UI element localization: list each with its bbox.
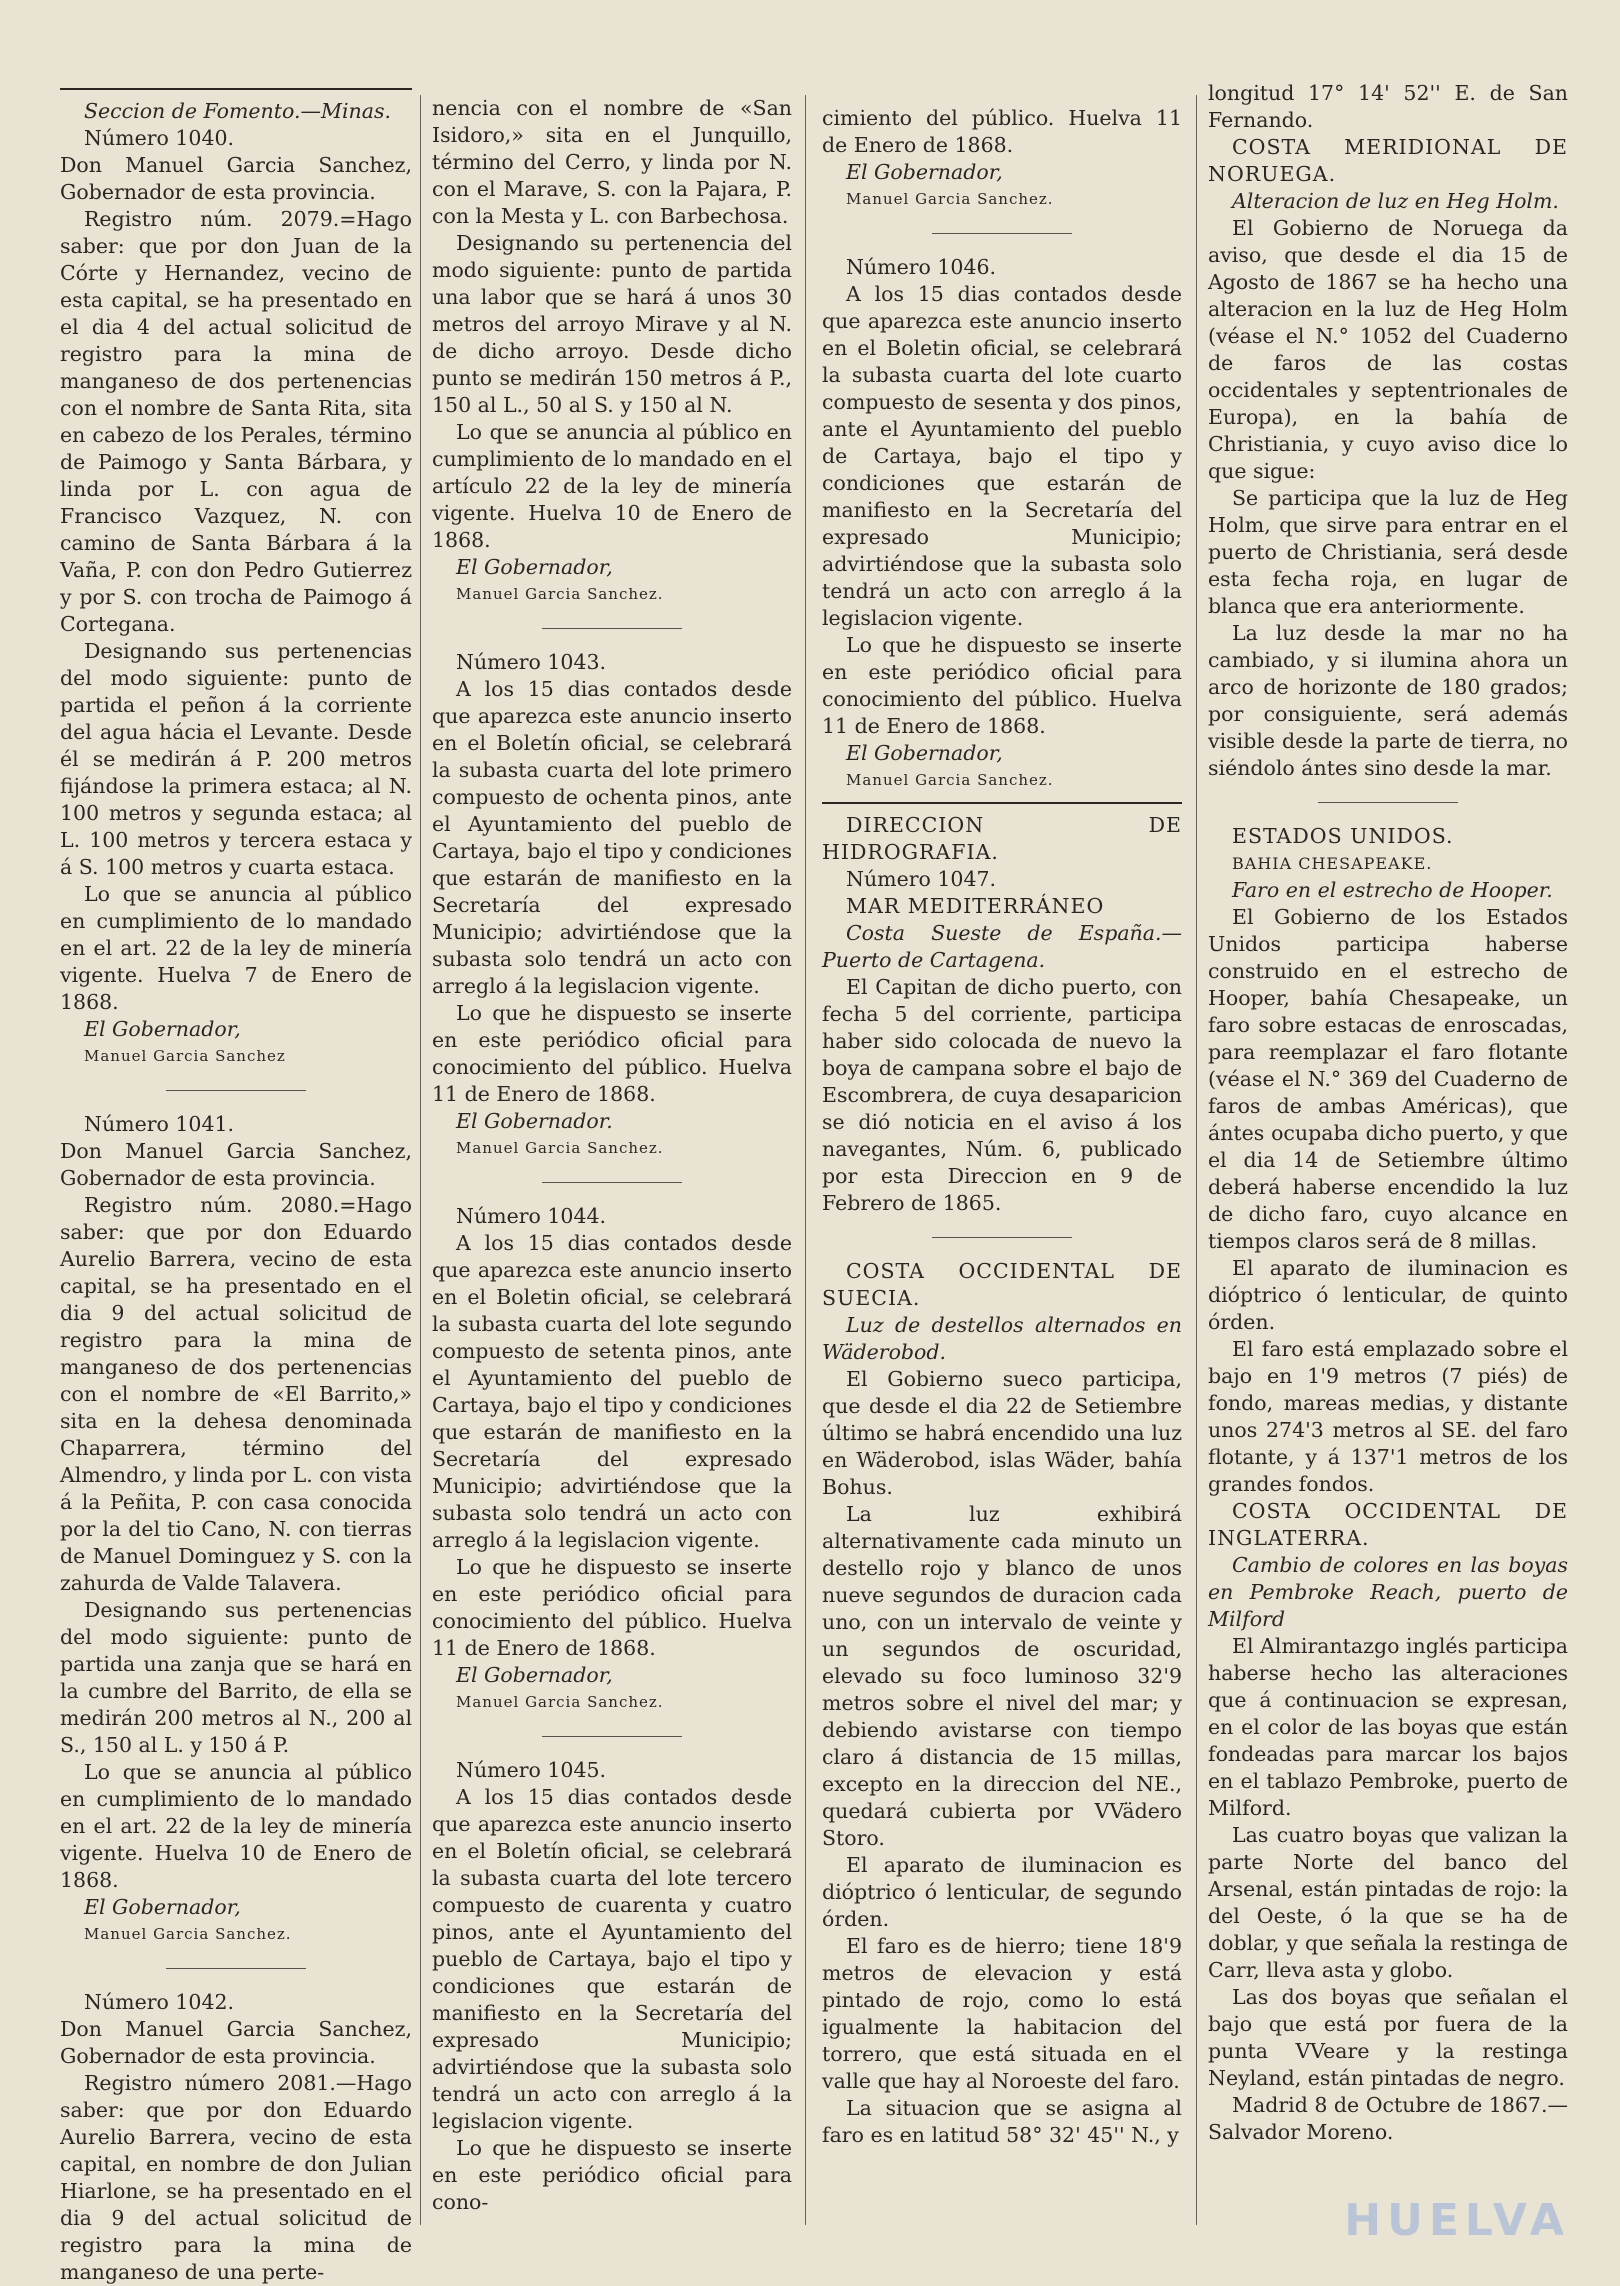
column-4 <box>1208 80 1568 2230</box>
paragraph: El aparato de iluminacion es dióptrico ó lenticular, de quinto órden. <box>1208 1256 1568 1334</box>
paragraph: Registro número 2081.—Hago saber: que por don Eduardo Aurelio Barrera, vecino de esta capital, en nombre de don Julian Hiarlone, se ha presentado en el dia 9 del actual solicitud de registro para la mina de manganeso de una perte- <box>60 2071 412 2284</box>
section-heading: COSTA OCCIDENTAL DE SUECIA. <box>822 1259 1182 1310</box>
paragraph: A los 15 dias contados desde que aparezca este anuncio inserto en el Boletin oficial, se celebrará la subasta cuarta del lote cuarto compuesto de sesenta y dos pinos, ante el Ayuntamiento del pueblo de Cartaya, bajo el tipo y condiciones que estarán de manifiesto en la Secretaría del expresado Municipio; advirtiéndose que la subasta solo tendrá un acto con arreglo á la legislacion vigente. <box>822 282 1182 630</box>
paragraph: La situacion que se asigna al faro es en latitud 58° 32' 45'' N., y <box>822 2096 1182 2147</box>
signature-name: Manuel Garcia Sanchez <box>84 1047 286 1065</box>
section-heading: ESTADOS UNIDOS. <box>1232 824 1454 848</box>
divider <box>1318 802 1458 803</box>
column-divider <box>805 95 806 2225</box>
column-divider <box>1196 95 1197 2225</box>
paragraph: El faro es de hierro; tiene 18'9 metros de elevacion y está pintado de rojo, como lo está igualmente la habitacion del torrero, que está situada en el valle que hay al Noroeste del faro. <box>822 1934 1182 2093</box>
signature-name: Manuel Garcia Sanchez. <box>456 1693 664 1711</box>
column-3 <box>822 105 1182 2245</box>
paragraph: A los 15 dias contados desde que aparezca este anuncio inserto en el Boletín oficial, se celebrará la subasta cuarta del lote primero compuesto de ochenta pinos, ante el Ayuntamiento del pueblo de Cartaya, bajo el tipo y condiciones que estarán de manifiesto en la Secretaría del expresado Municipio; advirtiéndose que la subasta solo tendrá un acto con arreglo á la legislacion vigente. <box>432 677 792 998</box>
paragraph: El Capitan de dicho puerto, con fecha 5 del corriente, participa haber sido colocada de nuevo la boya de campana sobre el bajo de Escombrera, de cuya desaparicion se dió noticia en el aviso á los navegantes, Núm. 6, publicado por esta Direccion en 9 de Febrero de 1865. <box>822 975 1182 1215</box>
paragraph: Lo que he dispuesto se inserte en este periódico oficial para conocimiento del público. Huelva 11 de Enero de 1868. <box>432 1001 792 1106</box>
column-1 <box>60 80 412 2284</box>
paragraph: El Almirantazgo inglés participa haberse hecho las alteraciones que á continuacion se expresan, en el color de las boyas que están fondeadas para marcar los bajos en el tablazo Pembroke, puerto de Milford. <box>1208 1634 1568 1820</box>
divider <box>932 233 1072 234</box>
paragraph: Madrid 8 de Octubre de 1867.—Salvador Moreno. <box>1208 2093 1568 2144</box>
notice-number: Número 1041. <box>84 1112 235 1136</box>
paragraph: Designando sus pertenencias del modo siguiente: punto de partida una zanja que se hará en la cumbre del Barrito, de ella se medirán 200 metros al N., 200 al S., 150 al L. y 150 á P. <box>60 1598 412 1757</box>
paragraph: La luz exhibirá alternativamente cada minuto un destello rojo y blanco de unos nueve segundos de duracion cada uno, con un intervalo de veinte y un segundos de oscuridad, elevado su foco luminoso 32'9 metros sobre el nivel del mar; y debiendo avistarse con tiempo claro á distancia de 15 millas, excepto en la direccion del NE., quedará cubierta por VVädero Storo. <box>822 1502 1182 1850</box>
paragraph: Lo que he dispuesto se inserte en este periódico oficial para conocimiento del público. Huelva 11 de Enero de 1868. <box>432 1555 792 1660</box>
paragraph: El aparato de iluminacion es dióptrico ó lenticular, de segundo órden. <box>822 1853 1182 1931</box>
section-heading: COSTA OCCIDENTAL DE INGLATERRA. <box>1208 1499 1568 1550</box>
paragraph: Don Manuel Garcia Sanchez, Gobernador de esta provincia. <box>60 2017 412 2068</box>
signature-name: Manuel Garcia Sanchez. <box>456 585 664 603</box>
paragraph: El Gobierno de Noruega da aviso, que desde el dia 15 de Agosto de 1867 se ha hecho una alteracion en la luz de Heg Holm (véase el N.° 1052 del Cuaderno de faros de las costas occidentales y septentrionales de Europa), en la bahía de Christiania, y cuyo aviso dice lo que sigue: <box>1208 216 1568 483</box>
paragraph: Registro núm. 2079.=Hago saber: que por don Juan de la Córte y Hernandez, vecino de esta capital, se ha presentado en el dia 4 del actual solicitud de registro para la mina de manganeso de dos pertenencias con el nombre de Santa Rita, sita en cabezo de los Perales, término de Paimogo y Santa Bárbara, y linda por L. con agua de Francisco Vazquez, N. con camino de Santa Bárbara á la Vaña, P. con don Pedro Gutierrez y por S. con trocha de Paimogo á Cortegana. <box>60 207 412 636</box>
paragraph: Lo que se anuncia al público en cumplimiento de lo mandado en el artículo 22 de la ley de minería vigente. Huelva 10 de Enero de 1868. <box>432 420 792 552</box>
paragraph: longitud 17° 14' 52'' E. de San Fernando. <box>1208 81 1568 132</box>
divider <box>542 628 682 629</box>
subheading: Costa Sueste de España.—Puerto de Cartagena. <box>822 921 1182 972</box>
divider <box>166 1968 306 1969</box>
paragraph: Designando sus pertenencias del modo siguiente: punto de partida el peñon á la corriente del agua hácia el Levante. Desde él se medirán á P. 200 metros fijándose la primera estaca; al N. 100 metros y segunda estaca; al L. 100 metros y tercera estaca y á S. 100 metros y cuarta estaca. <box>60 639 412 879</box>
paragraph: Lo que se anuncia al público en cumplimiento de lo mandado en el art. 22 de la ley de minería vigente. Huelva 7 de Enero de 1868. <box>60 882 412 1014</box>
subheading: BAHIA CHESAPEAKE. <box>1232 854 1433 873</box>
notice-number: Número 1044. <box>456 1204 607 1228</box>
section-heading: Seccion de Fomento.—Minas. <box>84 99 391 123</box>
paragraph: La luz desde la mar no ha cambiado, y si ilumina ahora un arco de horizonte de 180 grados; por consiguiente, será además visible desde la parte de tierra, no siéndolo ántes sino desde la mar. <box>1208 621 1568 780</box>
notice-number: Número 1042. <box>84 1990 235 2014</box>
signature-name: Manuel Garcia Sanchez. <box>84 1925 292 1943</box>
divider <box>932 1237 1072 1238</box>
notice-number: Número 1046. <box>846 255 997 279</box>
signature-title: El Gobernador, <box>456 1663 613 1687</box>
paragraph: El Gobierno sueco participa, que desde el dia 22 de Setiembre último se habrá encendido una luz en Wäderobod, islas Wäder, bahía Bohus. <box>822 1367 1182 1499</box>
section-heading: DIRECCION DE HIDROGRAFIA. <box>822 813 1182 864</box>
notice-number: Número 1047. <box>846 867 997 891</box>
paragraph: cimiento del público. Huelva 11 de Enero de 1868. <box>822 106 1182 157</box>
paragraph: El faro está emplazado sobre el bajo en 1'9 metros (7 piés) de fondo, mareas medias, y distante unos 274'3 metros al SE. del faro flotante, y á 137'1 metros de los grandes fondos. <box>1208 1337 1568 1496</box>
subheading: Alteracion de luz en Heg Holm. <box>1232 189 1559 213</box>
notice-number: Número 1043. <box>456 650 607 674</box>
paragraph: Lo que he dispuesto se inserte en este periódico oficial para cono- <box>432 2136 792 2214</box>
divider <box>542 1736 682 1737</box>
divider <box>166 1090 306 1091</box>
paragraph: A los 15 dias contados desde que aparezca este anuncio inserto en el Boletín oficial, se celebrará la subasta cuarta del lote tercero compuesto de cuarenta y cuatro pinos, ante el Ayuntamiento del pueblo de Cartaya, bajo el tipo y condiciones que estarán de manifiesto en la Secretaría del expresado Municipio; advirtiéndose que la subasta solo tendrá un acto con arreglo á la legislacion vigente. <box>432 1785 792 2133</box>
paragraph: A los 15 dias contados desde que aparezca este anuncio inserto en el Boletin oficial, se celebrará la subasta cuarta del lote segundo compuesto de setenta pinos, ante el Ayuntamiento del pueblo de Cartaya, bajo el tipo y condiciones que estarán de manifiesto en la Secretaría del expresado Municipio; advirtiéndose que la subasta solo tendrá un acto con arreglo á la legislacion vigente. <box>432 1231 792 1552</box>
subheading: Luz de destellos alternados en Wäderobod. <box>822 1313 1182 1364</box>
signature-title: El Gobernador, <box>846 160 1003 184</box>
paragraph: Don Manuel Garcia Sanchez, Gobernador de esta provincia. <box>60 1139 412 1190</box>
section-heading: MAR MEDITERRÁNEO <box>846 894 1105 918</box>
section-heading: COSTA MERIDIONAL DE NORUEGA. <box>1208 135 1568 186</box>
paragraph: Registro núm. 2080.=Hago saber: que por don Eduardo Aurelio Barrera, vecino de esta capital, se ha presentado en el dia 9 del actual solicitud de registro para la mina de manganeso de dos pertenencias con el nombre de «El Barrito,» sita en la dehesa denominada Chaparrera, término del Almendro, y linda por L. con vista á la Peñita, P. con casa conocida por la del tio Cano, N. con tierras de Manuel Dominguez y S. con la zahurda de Valde Talavera. <box>60 1193 412 1595</box>
paragraph: Se participa que la luz de Heg Holm, que sirve para entrar en el puerto de Christiania, será desde esta fecha roja, en lugar de blanca que era anteriormente. <box>1208 486 1568 618</box>
signature-title: El Gobernador, <box>84 1017 241 1041</box>
paragraph: Las dos boyas que señalan el bajo que está por fuera de la punta VVeare y la restinga Neyland, están pintadas de negro. <box>1208 1985 1568 2090</box>
paragraph: nencia con el nombre de «San Isidoro,» sita en el Junquillo, término del Cerro, y linda por N. con el Marave, S. con la Pajara, P. con la Mesta y L. con Barbechosa. <box>432 96 792 228</box>
paragraph: Lo que se anuncia al público en cumplimiento de lo mandado en el art. 22 de la ley de minería vigente. Huelva 10 de Enero de 1868. <box>60 1760 412 1892</box>
divider <box>542 1182 682 1183</box>
column-divider <box>420 95 421 2225</box>
paragraph: Designando su pertenencia del modo siguiente: punto de partida una labor que se hará á unos 30 metros del arroyo Mirave y al N. de dicho arroyo. Desde dicho punto se medirán 150 metros á P., 150 al L., 50 al S. y 150 al N. <box>432 231 792 417</box>
subheading: Faro en el estrecho de Hooper. <box>1232 878 1553 902</box>
signature-title: El Gobernador, <box>456 555 613 579</box>
paragraph: Lo que he dispuesto se inserte en este periódico oficial para conocimiento del público. Huelva 11 de Enero de 1868. <box>822 633 1182 738</box>
signature-title: El Gobernador, <box>84 1895 241 1919</box>
signature-title: El Gobernador, <box>846 741 1003 765</box>
signature-name: Manuel Garcia Sanchez. <box>846 771 1054 789</box>
signature-name: Manuel Garcia Sanchez. <box>456 1139 664 1157</box>
signature-name: Manuel Garcia Sanchez. <box>846 190 1054 208</box>
divider <box>822 802 1182 804</box>
paragraph: El Gobierno de los Estados Unidos participa haberse construido en el estrecho de Hooper, bahía Chesapeake, un faro sobre estacas de enroscadas, para reemplazar el faro flotante (véase el N.° 369 del Cuaderno de faros de ambas Américas), que ántes ocupaba dicho puerto, y que el dia 14 de Setiembre último deberá haberse encendido la luz de dicho faro, cuyo alcance en tiempos claros será de 8 millas. <box>1208 905 1568 1253</box>
top-rule <box>60 88 412 90</box>
paragraph: Don Manuel Garcia Sanchez, Gobernador de esta provincia. <box>60 153 412 204</box>
paragraph: Las cuatro boyas que valizan la parte Norte del banco del Arsenal, están pintadas de rojo: la del Oeste, ó la que se ha de doblar, y que señala la restinga de Carr, lleva asta y globo. <box>1208 1823 1568 1982</box>
signature-title: El Gobernador. <box>456 1109 613 1133</box>
column-2 <box>432 95 792 2245</box>
archive-stamp: HUELVA <box>1344 2195 1570 2246</box>
notice-number: Número 1045. <box>456 1758 607 1782</box>
notice-number: Número 1040. <box>84 126 235 150</box>
subheading: Cambio de colores en las boyas en Pembroke Reach, puerto de Milford <box>1208 1553 1568 1631</box>
